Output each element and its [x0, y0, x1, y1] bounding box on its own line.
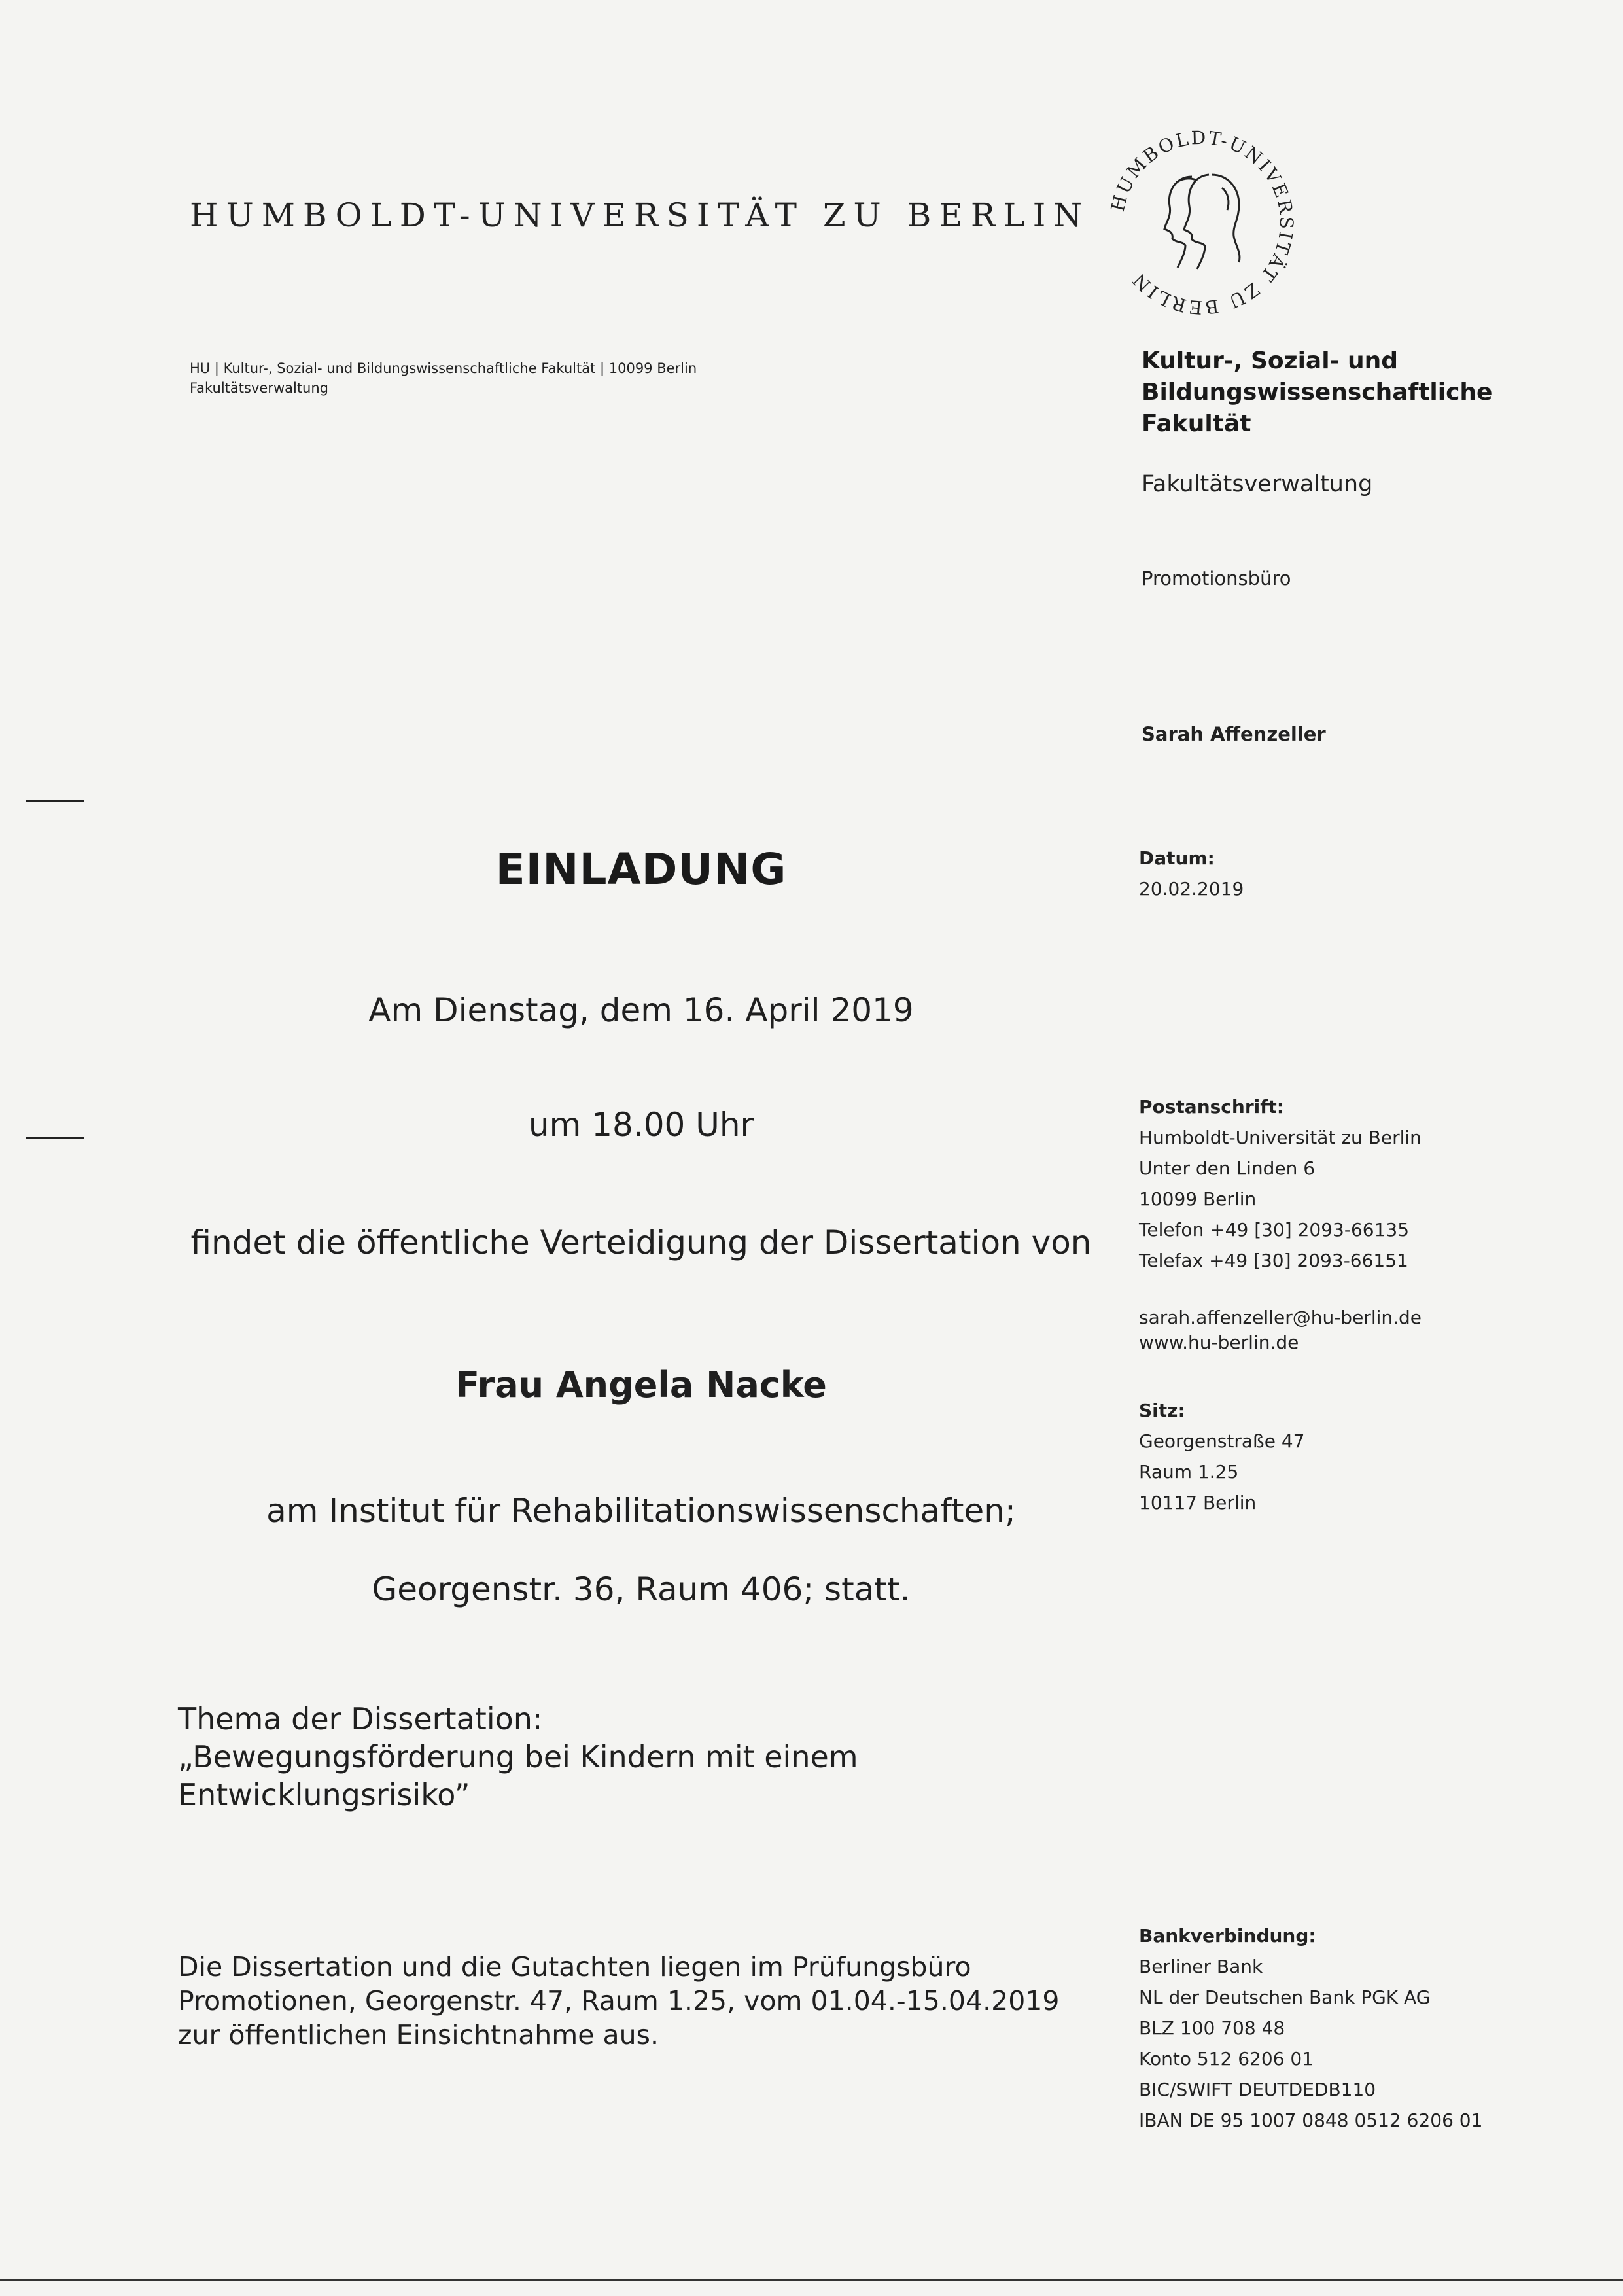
date-value: 20.02.2019 [1139, 878, 1244, 900]
faculty-line-3: Fakultät [1142, 410, 1251, 437]
notice-line: zur öffentlichen Einsichtnahme aus. [178, 2019, 659, 2051]
notice-line: Promotionen, Georgenstr. 47, Raum 1.25, vom 01.04.-15.04.2019 [178, 1985, 1060, 2017]
bottom-edge-line [0, 2279, 1623, 2281]
sender-line-2: Fakultätsverwaltung [190, 380, 328, 396]
university-name: HUMBOLDT-UNIVERSITÄT ZU BERLIN [190, 196, 1091, 234]
office-location-line: 10117 Berlin [1139, 1492, 1257, 1513]
fold-mark [26, 1137, 84, 1139]
topic-line: Entwicklungsrisiko” [178, 1777, 470, 1812]
postal-address-label: Postanschrift: [1139, 1096, 1285, 1118]
seal-text: HUMBOLDT-UNIVERSITÄT ZU BERLIN [1106, 126, 1298, 319]
email-address: sarah.affenzeller@hu-berlin.de [1139, 1307, 1422, 1328]
svg-text:HUMBOLDT-UNIVERSITÄT ZU BERLIN [1107, 127, 1297, 319]
bank-line: BLZ 100 708 48 [1139, 2017, 1285, 2039]
bank-line: Konto 512 6206 01 [1139, 2048, 1314, 2070]
candidate-name: Frau Angela Nacke [455, 1364, 827, 1405]
bank-details-block [1139, 1920, 1482, 2136]
event-institute: am Institut für Rehabilitationswissenschaften; [266, 1492, 1016, 1530]
department-name: Fakultätsverwaltung [1142, 471, 1373, 497]
postal-line: 10099 Berlin [1139, 1188, 1257, 1210]
website-url: www.hu-berlin.de [1139, 1332, 1299, 1353]
event-description: findet die öffentliche Verteidigung der Dissertation von [190, 1224, 1092, 1262]
fold-mark [26, 800, 84, 802]
bank-line: NL der Deutschen Bank PGK AG [1139, 1987, 1431, 2008]
postal-line: Unter den Linden 6 [1139, 1157, 1316, 1179]
bank-details-label: Bankverbindung: [1139, 1925, 1316, 1947]
online-contact-block [1139, 1305, 1422, 1355]
document-title: EINLADUNG [495, 844, 787, 894]
inspection-notice [178, 1950, 1059, 2052]
event-location: Georgenstr. 36, Raum 406; statt. [372, 1570, 911, 1608]
faculty-line-1: Kultur-, Sozial- und [1142, 347, 1399, 374]
notice-line: Die Dissertation und die Gutachten liegen im Prüfungsbüro [178, 1951, 971, 1983]
event-time: um 18.00 Uhr [528, 1106, 754, 1144]
contact-name: Sarah Affenzeller [1142, 723, 1326, 745]
sender-line-1: HU | Kultur-, Sozial- und Bildungswissenschaftliche Fakultät | 10099 Berlin [190, 361, 697, 376]
office-name: Promotionsbüro [1142, 567, 1291, 590]
sender-return-address [190, 359, 697, 398]
event-date: Am Dienstag, dem 16. April 2019 [368, 991, 914, 1029]
postal-address-block [1139, 1091, 1422, 1276]
date-label: Datum: [1139, 847, 1215, 869]
office-location-label: Sitz: [1139, 1400, 1185, 1421]
office-location-line: Georgenstraße 47 [1139, 1430, 1305, 1452]
phone-line: Telefon +49 [30] 2093-66135 [1139, 1219, 1410, 1241]
dissertation-topic [178, 1700, 858, 1814]
topic-line: „Bewegungsförderung bei Kindern mit einem [178, 1739, 858, 1775]
faculty-name [1142, 345, 1492, 440]
postal-line: Humboldt-Universität zu Berlin [1139, 1127, 1422, 1148]
university-seal-logo [1094, 115, 1310, 330]
bank-line: IBAN DE 95 1007 0848 0512 6206 01 [1139, 2110, 1483, 2131]
office-location-line: Raum 1.25 [1139, 1461, 1239, 1483]
bank-line: BIC/SWIFT DEUTDEDB110 [1139, 2079, 1376, 2100]
faculty-line-2: Bildungswissenschaftliche [1142, 379, 1493, 406]
date-block [1139, 843, 1244, 904]
fax-line: Telefax +49 [30] 2093-66151 [1139, 1250, 1408, 1271]
topic-line: Thema der Dissertation: [178, 1701, 543, 1737]
bank-line: Berliner Bank [1139, 1956, 1263, 1977]
